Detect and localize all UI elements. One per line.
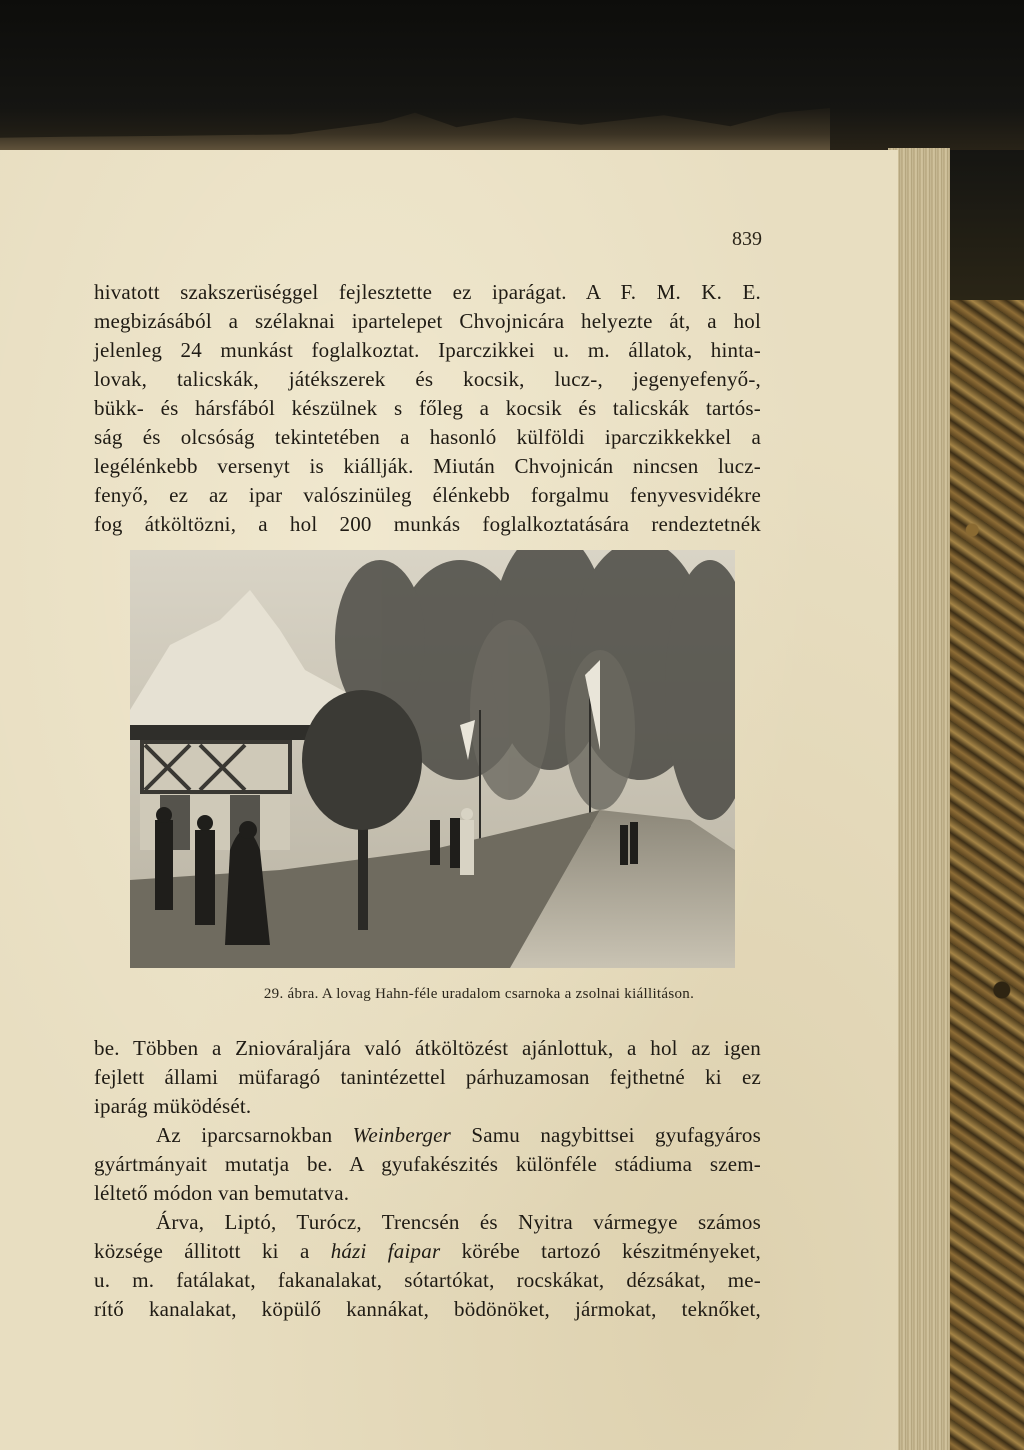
text-line: ság és olcsóság tekintetében a hasonló külföldi iparczikkekkel a [94,425,761,449]
text-segment: körébe tartozó készitményeket, [440,1239,761,1263]
paragraph-2 [94,1034,761,1324]
text-line: bükk- és hársfából készülnek s főleg a kocsik és talicskák tartós- [94,396,761,420]
book-page [0,150,898,1450]
text-segment: Az iparcsarnokban [156,1123,353,1147]
photo-illustration [130,550,735,968]
text-line: gyártmányait mutatja be. A gyufakészités különféle stádiuma szem- [94,1152,761,1176]
name-italic: Weinberger [352,1123,452,1147]
figure-caption: 29. ábra. A lovag Hahn-féle uradalom csarnoka a zsolnai kiállitáson. [263,986,695,1002]
text-line [94,1237,761,1266]
text-line: léltető módon van bemutatva. [94,1181,350,1205]
text-line: megbizásából a szélaknai ipartelepet Chvojnicára helyezte át, a hol [94,309,761,333]
text-line: fenyő, ez az ipar valószinüleg élénkebb forgalmu fenyvesvidékre [94,483,761,507]
text-segment: Samu nagybittsei gyufagyáros [451,1123,761,1147]
text-line: fog átköltözni, a hol 200 munkás foglalkoztatására rendeztetnék [94,512,761,536]
text-line: hivatott szakszerüséggel fejlesztette ez iparágat. A F. M. K. E. [94,280,761,304]
text-line: lovak, talicskák, játékszerek és kocsik, lucz-, jegenyefenyő-, [94,367,761,391]
text-line: legélénkebb versenyt is kiállják. Miután Chvojnicán nincsen lucz- [94,454,761,478]
text-line: fejlett állami müfaragó tanintézettel párhuzamosan fejthetné ki ez [94,1065,761,1089]
page-number: 839 [732,228,762,250]
book-cover-dark [945,150,1024,300]
text-line [94,1121,761,1150]
text-line: Árva, Liptó, Turócz, Trencsén és Nyitra vármegye számos [156,1210,761,1234]
term-italic: házi faipar [330,1239,441,1263]
marbled-book-cover [950,300,1024,1450]
paragraph-1 [94,278,761,539]
text-line: iparág müködését. [94,1094,252,1118]
text-line: be. Többen a Zniováraljára való átköltözést ajánlottuk, a hol az igen [94,1036,761,1060]
text-line: u. m. fatálakat, fakanalakat, sótartókat, rocskákat, dézsákat, me- [94,1268,761,1292]
exhibition-photograph [130,550,735,968]
text-line: jelenleg 24 munkást foglalkoztat. Iparczikkei u. m. állatok, hinta- [94,338,761,362]
text-segment: községe állitott ki a [94,1239,331,1263]
text-line: rítő kanalakat, köpülő kannákat, bödönöket, jármokat, teknőket, [94,1297,761,1321]
